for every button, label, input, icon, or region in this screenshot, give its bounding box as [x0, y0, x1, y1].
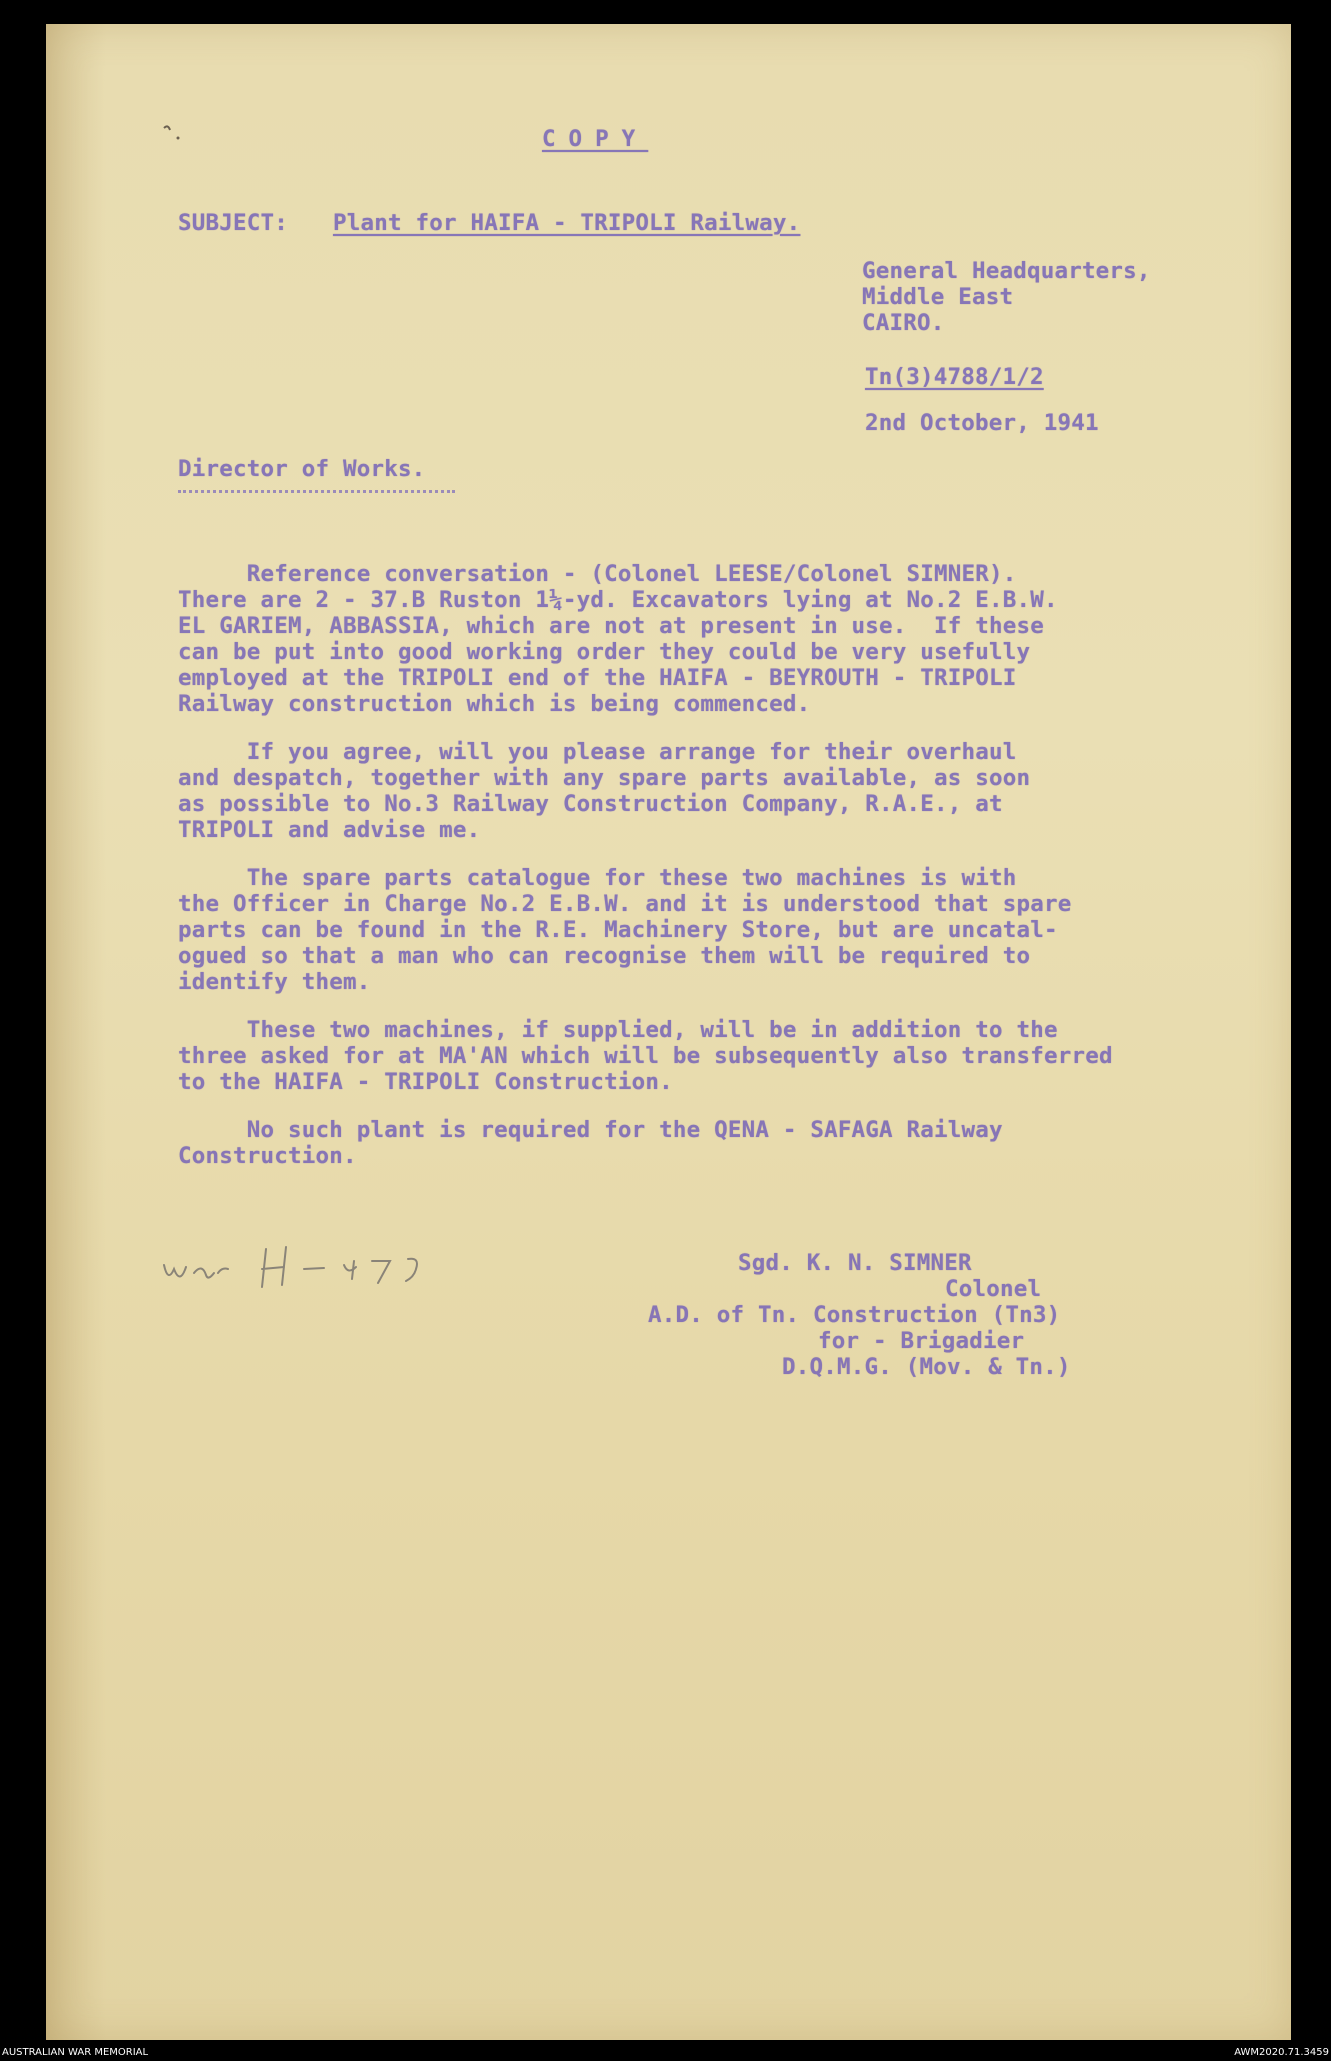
paragraph-line: No such plant is required for the QENA - SAFAGA Railway [178, 1117, 1003, 1143]
subject-label: SUBJECT: [178, 210, 288, 236]
handwritten-file-note [158, 1243, 448, 1303]
document-date: 2nd October, 1941 [865, 410, 1099, 436]
subject-text: Plant for HAIFA - TRIPOLI Railway. [333, 210, 801, 236]
paragraph-line: three asked for at MA'AN which will be subsequently also transferred [178, 1043, 1113, 1069]
ink-mark-icon [160, 118, 190, 148]
paragraph-line: There are 2 - 37.B Ruston 1¼-yd. Excavators lying at No.2 E.B.W. [178, 587, 1058, 613]
paragraph-line: If you agree, will you please arrange for their overhaul [178, 739, 1017, 765]
addressee-underline [178, 490, 455, 493]
footer-archive-name: AUSTRALIAN WAR MEMORIAL [2, 2047, 149, 2058]
signatory-name: Sgd. K. N. SIMNER [738, 1250, 972, 1276]
paragraph-line: employed at the TRIPOLI end of the HAIFA - BEYROUTH - TRIPOLI [178, 665, 1017, 691]
paragraph-line: the Officer in Charge No.2 E.B.W. and it is understood that spare [178, 891, 1072, 917]
sender-line-1: General Headquarters, [862, 258, 1151, 284]
paragraph-line: TRIPOLI and advise me. [178, 817, 481, 843]
signatory-rank: Colonel [945, 1276, 1042, 1302]
addressee: Director of Works. [178, 456, 426, 482]
paragraph-line: and despatch, together with any spare parts available, as soon [178, 765, 1031, 791]
signatory-for: for - Brigadier [818, 1328, 1025, 1354]
paragraph-line: can be put into good working order they could be very usefully [178, 639, 1031, 665]
paragraph-line: Reference conversation - (Colonel LEESE/Colonel SIMNER). [178, 561, 1017, 587]
sender-line-3: CAIRO. [862, 310, 945, 336]
paragraph-line: as possible to No.3 Railway Construction Company, R.A.E., at [178, 791, 1003, 817]
paragraph-line: identify them. [178, 969, 371, 995]
sender-line-2: Middle East [862, 284, 1014, 310]
signatory-title: A.D. of Tn. Construction (Tn3) [648, 1302, 1061, 1328]
signatory-office: D.Q.M.G. (Mov. & Tn.) [782, 1354, 1071, 1380]
paragraph-line: parts can be found in the R.E. Machinery Store, but are uncatal- [178, 917, 1058, 943]
paragraph-line: ogued so that a man who can recognise them will be required to [178, 943, 1031, 969]
paragraph-line: Construction. [178, 1143, 357, 1169]
document-heading: COPY [542, 126, 649, 152]
paragraph-line: The spare parts catalogue for these two machines is with [178, 865, 1017, 891]
paragraph-line: to the HAIFA - TRIPOLI Construction. [178, 1069, 673, 1095]
reference-number: Tn(3)4788/1/2 [865, 364, 1044, 390]
footer-accession-number: AWM2020.71.3459 [1234, 2047, 1329, 2058]
paragraph-line: These two machines, if supplied, will be in addition to the [178, 1017, 1058, 1043]
paragraph-line: EL GARIEM, ABBASSIA, which are not at present in use. If these [178, 613, 1045, 639]
paragraph-line: Railway construction which is being commenced. [178, 691, 811, 717]
